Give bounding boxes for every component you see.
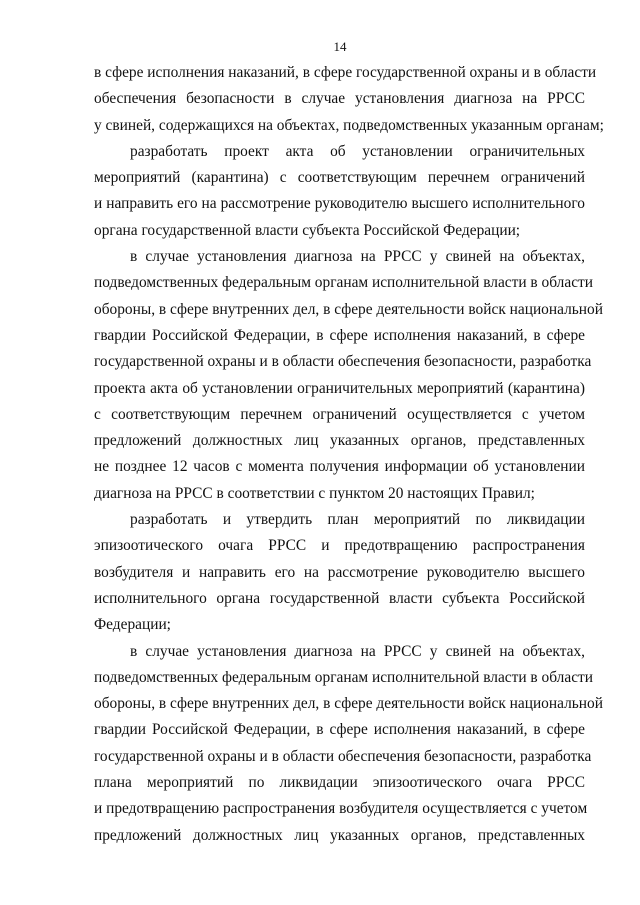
text-line: диагноза на РРСС в соответствии с пунктом 20 настоящих Правил; (94, 484, 535, 502)
paragraph (94, 244, 603, 507)
text-line: проекта акта об установлении ограничительных мероприятий (карантина) (94, 379, 585, 397)
text-line: и направить его на рассмотрение руководителю высшего исполнительного (94, 195, 585, 213)
text-line: государственной охраны и в области обеспечения безопасности, разработка (94, 353, 592, 371)
text-line: разработать проект акта об установлении ограничительных (130, 142, 585, 160)
text-line: подведомственных федеральным органам исполнительной власти в области (94, 274, 593, 292)
text-line: с соответствующим перечнем ограничений осуществляется с учетом (94, 405, 585, 423)
text-line: в сфере исполнения наказаний, в сфере государственной охраны и в области (94, 64, 597, 81)
text-line: эпизоотического очага РРСС и предотвращению распространения (94, 537, 585, 555)
text-line: государственной охраны и в области обеспечения безопасности, разработка (94, 747, 592, 765)
paragraph (94, 139, 585, 244)
text-line: обороны, в сфере внутренних дел, в сфере деятельности войск национальной (94, 300, 603, 318)
text-line: гвардии Российской Федерации, в сфере исполнения наказаний, в сфере (94, 721, 585, 739)
text-line: подведомственных федеральным органам исполнительной власти в области (94, 668, 593, 686)
text-line: плана мероприятий по ликвидации эпизоотического очага РРСС (94, 774, 585, 792)
text-line: гвардии Российской Федерации, в сфере исполнения наказаний, в сфере (94, 326, 585, 344)
text-line: органа государственной власти субъекта Российской Федерации; (94, 221, 521, 239)
text-line: возбудителя и направить его на рассмотрение руководителю высшего (94, 563, 585, 581)
paragraph (94, 639, 603, 849)
text-line: и предотвращению распространения возбудителя осуществляется с учетом (94, 800, 588, 818)
page-number: 14 (333, 39, 347, 54)
text-line: не позднее 12 часов с момента получения информации об установлении (94, 458, 585, 476)
text-line: обороны, в сфере внутренних дел, в сфере деятельности войск национальной (94, 695, 603, 713)
paragraph (94, 507, 585, 638)
text-line: Федерации; (94, 616, 171, 634)
text-line: в случае установления диагноза на РРСС у свиней на объектах, (130, 642, 585, 660)
text-line: исполнительного органа государственной власти субъекта Российской (94, 589, 585, 607)
text-line: предложений должностных лиц указанных органов, представленных (94, 826, 585, 844)
text-line: у свиней, содержащихся на объектах, подведомственных указанным органам; (94, 116, 604, 134)
paragraph (94, 60, 604, 139)
text-line: предложений должностных лиц указанных органов, представленных (94, 432, 585, 450)
text-line: мероприятий (карантина) с соответствующим перечнем ограничений (94, 169, 585, 187)
text-line: обеспечения безопасности в случае установления диагноза на РРСС (94, 90, 585, 108)
text-line: разработать и утвердить план мероприятий по ликвидации (130, 511, 585, 529)
document-body (94, 60, 604, 849)
text-line: в случае установления диагноза на РРСС у свиней на объектах, (130, 248, 585, 266)
